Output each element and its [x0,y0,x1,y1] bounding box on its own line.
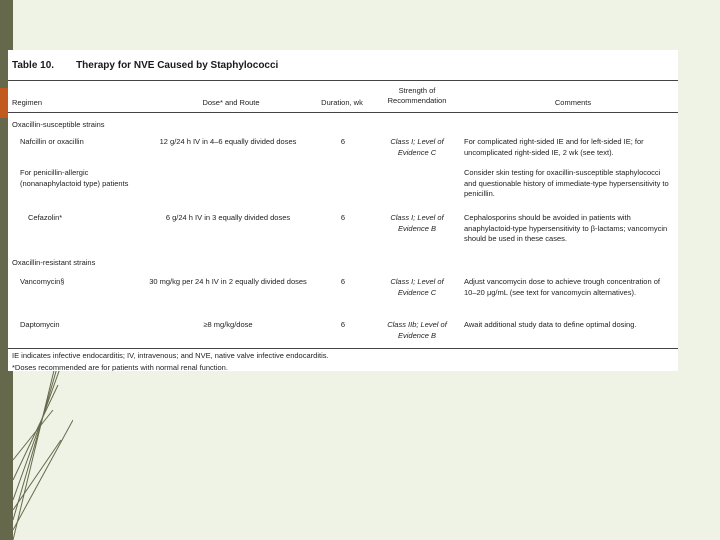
header-dose: Dose* and Route [202,98,260,107]
header-duration: Duration, wk [321,98,363,107]
row-regimen: Daptomycin [20,320,60,329]
row-duration: 6 [340,320,346,329]
row-dose: 30 mg/kg per 24 h IV in 2 equally divided doses [149,277,307,286]
table-number: Table 10. [12,60,55,71]
row-regimen: Cefazolin* [28,213,63,222]
row-dose: ≥8 mg/kg/dose [203,320,253,329]
row-regimen: For penicillin-allergic (nonanaphylactoid type) patients [20,168,129,188]
row-duration: 6 [340,277,346,286]
row-strength: Class I; Level of Evidence C [390,277,444,297]
row-strength: Class I; Level of Evidence B [390,213,444,233]
row-strength: Class IIb; Level of Evidence B [387,320,447,340]
row-strength: Class I; Level of Evidence C [390,137,444,157]
section-label: Oxacillin-susceptible strains [12,120,105,129]
footnote: IE indicates infective endocarditis; IV, intravenous; and NVE, native valve infective endocarditis. [12,351,329,360]
header-regimen: Regimen [12,98,43,107]
header-comments: Comments [554,98,592,107]
table-title [12,60,278,71]
row-comments: Cephalosporins should be avoided in patients with anaphylactoid-type hypersensitivity to β-lactams; vancomycin should be used in these cases. [464,213,668,243]
footnote: *Doses recommended are for patients with normal renal function. [12,363,228,371]
row-dose: 6 g/24 h IV in 3 equally divided doses [165,213,291,222]
row-regimen: Vancomycin§ [20,277,65,286]
row-comments: Adjust vancomycin dose to achieve trough concentration of 10–20 μg/mL (see text for vancomycin alternatives). [464,277,660,297]
header-strength: Strength of Recommendation [387,86,447,105]
row-duration: 6 [340,137,346,146]
row-duration: 6 [340,213,346,222]
header-bottom-rule [8,112,678,113]
row-comments: Consider skin testing for oxacillin-susceptible staphylococci and questionable history of immediate-type hypersensitivity to penicillin. [464,168,669,198]
row-comments: Await additional study data to define optimal dosing. [464,320,637,329]
table-image [8,50,678,371]
table-caption: Therapy for NVE Caused by Staphylococci [76,60,279,71]
header-top-rule [8,80,678,81]
footer-rule [8,348,678,349]
row-regimen: Nafcillin or oxacillin [20,137,84,146]
section-label: Oxacillin-resistant strains [12,258,96,267]
row-comments: For complicated right-sided IE and for left-sided IE; for uncomplicated right-sided IE, 2 wk (see text). [464,137,644,157]
row-dose: 12 g/24 h IV in 4–6 equally divided doses [159,137,297,146]
